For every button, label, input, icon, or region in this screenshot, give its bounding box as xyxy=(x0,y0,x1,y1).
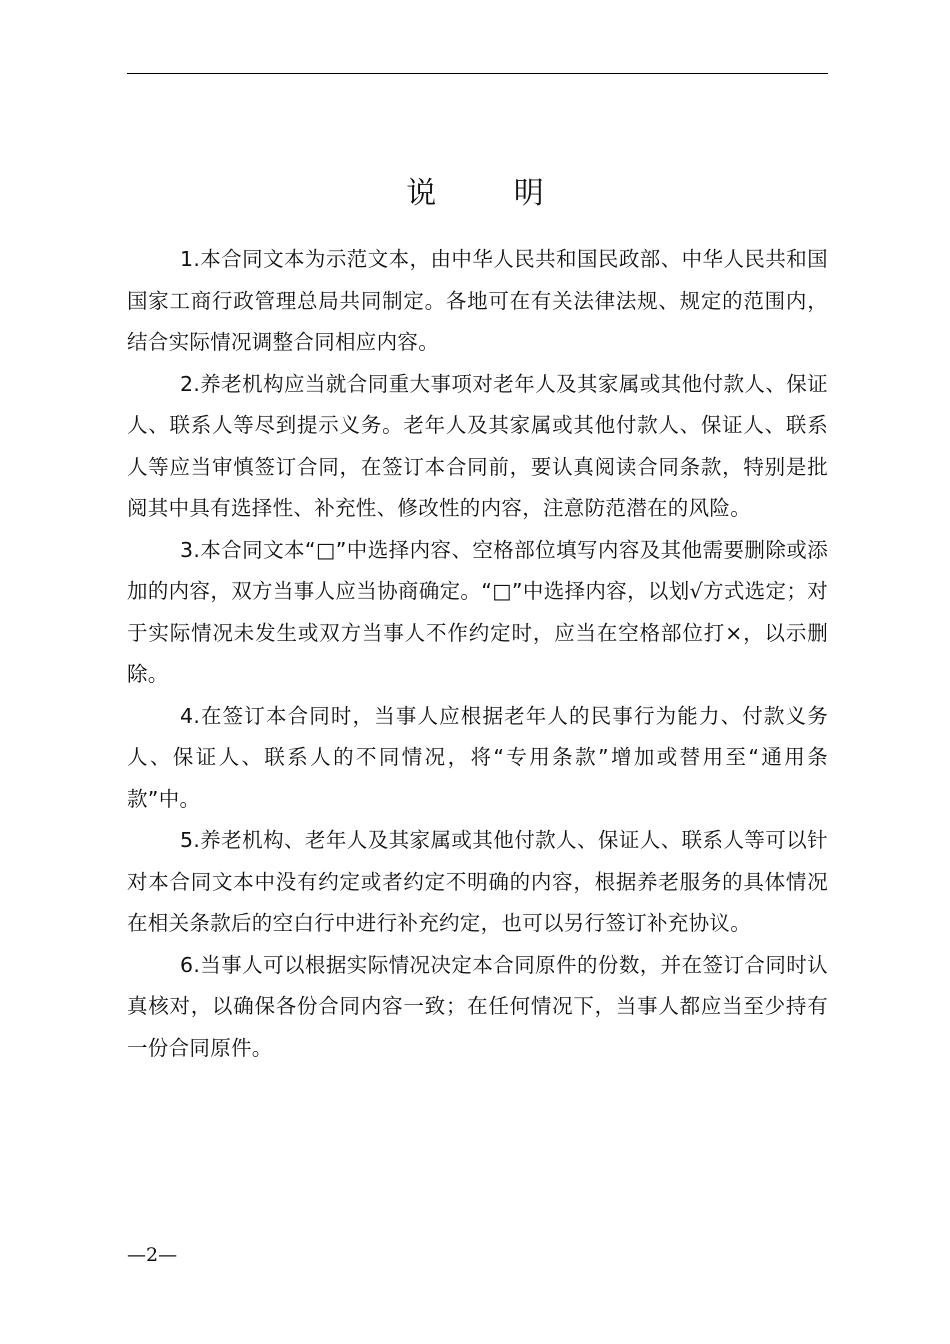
paragraph-1: 1.本合同文本为示范文本，由中华人民共和国民政部、中华人民共和国国家工商行政管理总局共同制定。各地可在有关法律法规、规定的范围内，结合实际情况调整合同相应内容。 xyxy=(127,247,828,354)
document-body xyxy=(127,239,828,1069)
paragraph-6: 6.当事人可以根据实际情况决定本合同原件的份数，并在签订合同时认真核对，以确保各份合同内容一致；在任何情况下，当事人都应当至少持有一份合同原件。 xyxy=(127,952,828,1060)
paragraph-4: 4.在签订本合同时，当事人应根据老年人的民事行为能力、付款义务人、保证人、联系人的不同情况，将“专用条款”增加或替用至“通用条款”中。 xyxy=(127,703,828,811)
page-number: —2— xyxy=(127,1244,178,1266)
header-rule xyxy=(127,73,828,74)
paragraph-5: 5.养老机构、老年人及其家属或其他付款人、保证人、联系人等可以针对本合同文本中没有约定或者约定不明确的内容，根据养老服务的具体情况在相关条款后的空白行中进行补充约定，也可以另行签订补充协议。 xyxy=(127,828,828,935)
paragraph-2: 2.养老机构应当就合同重大事项对老年人及其家属或其他付款人、保证人、联系人等尽到提示义务。老年人及其家属或其他付款人、保证人、联系人等应当审慎签订合同，在签订本合同前，要认真阅读合同条款，特别是批阅其中具有选择性、补充性、修改性的内容，注意防范潜在的风险。 xyxy=(127,371,828,520)
paragraph-3: 3.本合同文本“□”中选择内容、空格部位填写内容及其他需要删除或添加的内容，双方当事人应当协商确定。“□”中选择内容，以划√方式选定；对于实际情况未发生或双方当事人不作约定时，应当在空格部位打×，以示删除。 xyxy=(127,537,828,686)
document-title: 说 明 xyxy=(406,176,578,211)
